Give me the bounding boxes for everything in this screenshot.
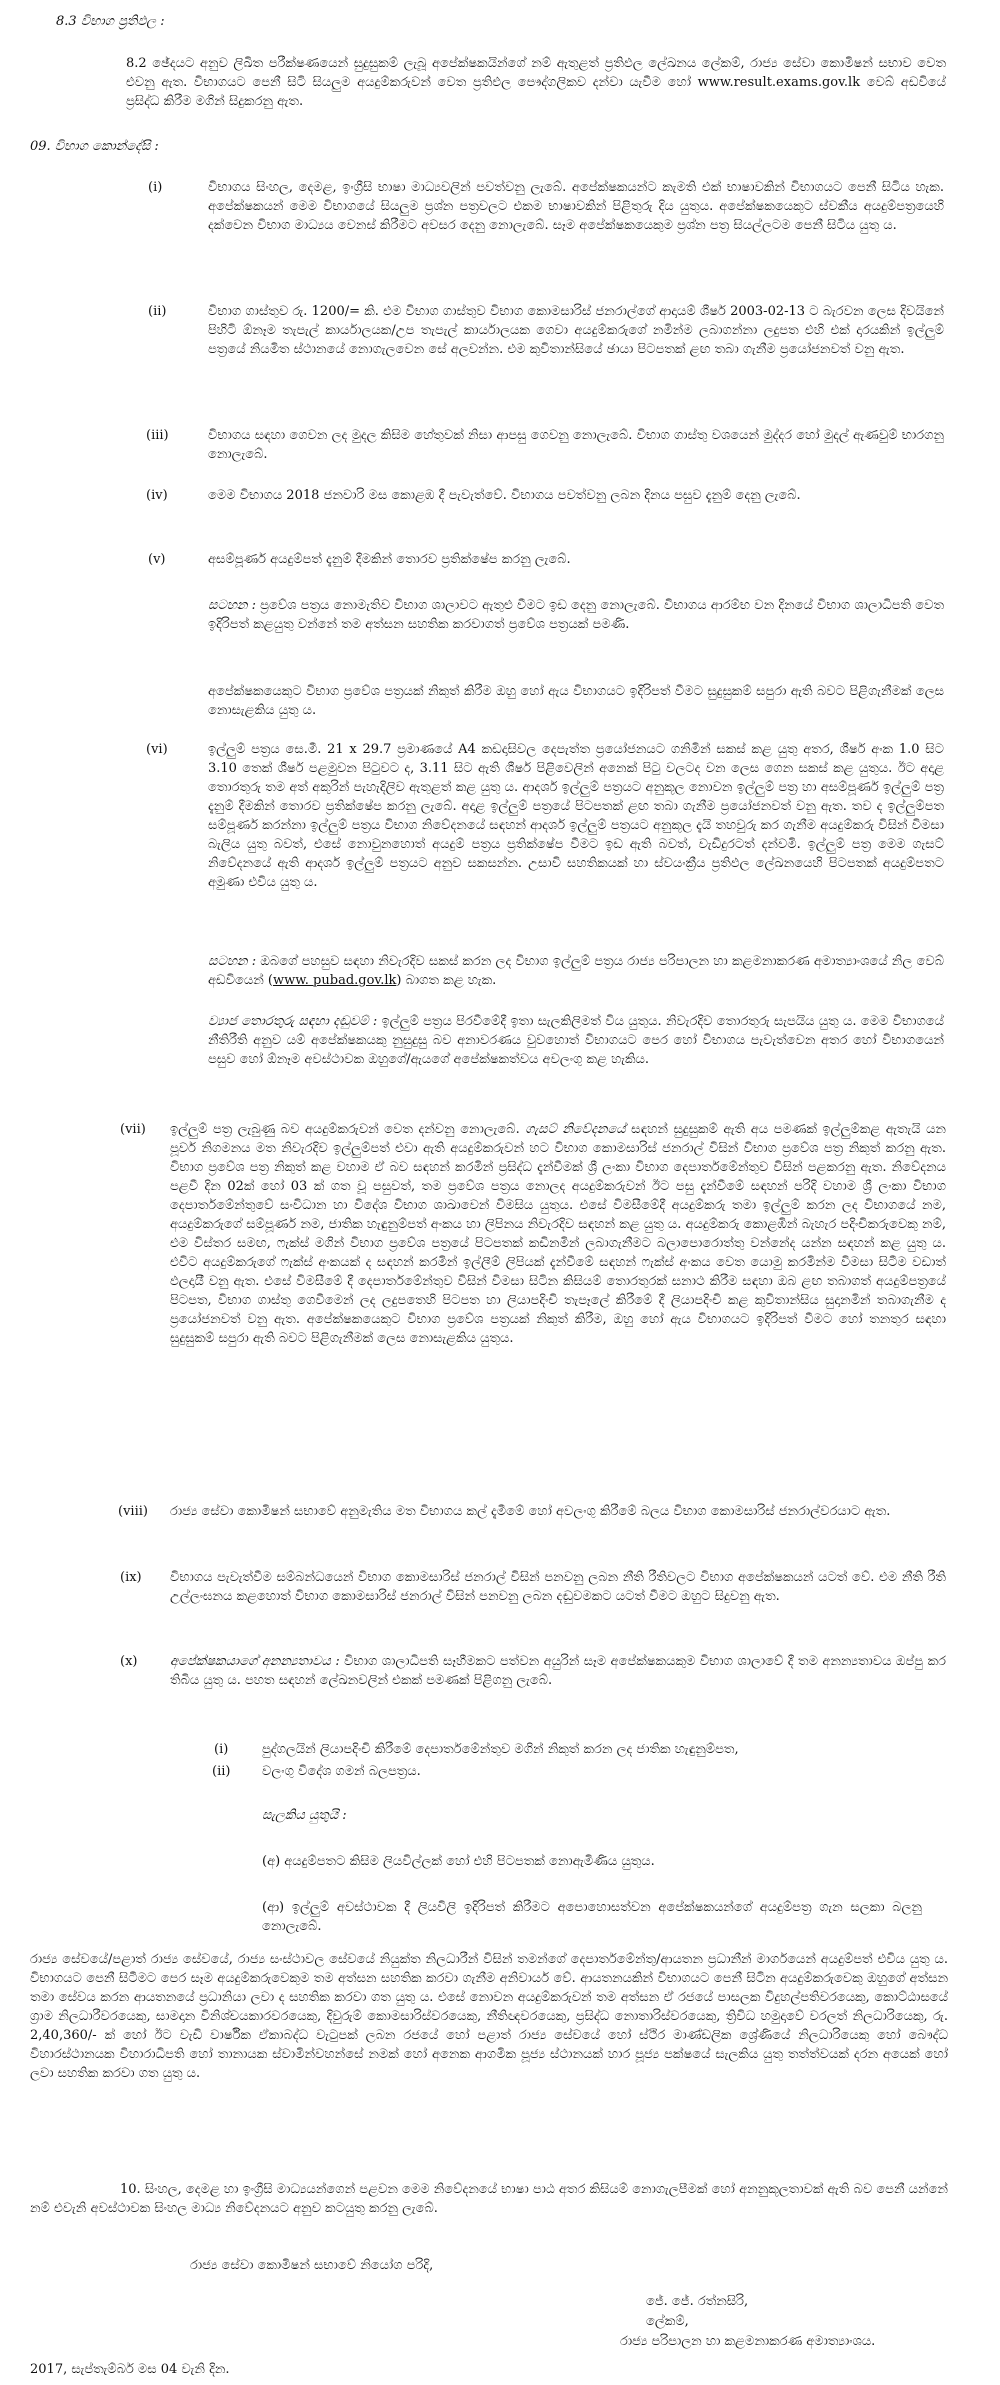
closing-date: 2017, සැප්තැම්බර් මස 04 වැනි දින. [30,2362,230,2377]
id-doc-1-text: පුද්ගලයින් ලියාපදිංචි කිරීමේ දෙපාර්තමේන්තුව මගින් නිකුත් කරන ලද ජාතික හැඳුනුම්පත, [262,1742,739,1757]
clause-ix-label: (ix) [120,1570,142,1585]
signatory-name: ජේ. ජේ. රත්නසිරි, [646,2294,749,2309]
clause-i-label: (i) [148,180,163,195]
note-body: ඔබගේ පහසුව සඳහා නිවැරදිව සකස් කරන ලද විභාග ඉල්ලුම් පත්‍රය රාජ්‍ය පරිපාලන හා කළමනාකරණ අමාත්‍යාංශයේ නිල වෙබ් අඩවියෙන් ( [208,954,944,988]
warning-body: ඉල්ලුම් පත්‍රය පිරවීමේදී ඉතා සැලකිලිමත් විය යුතුය. නිවැරදිව තොරතුරු සැපයිය යුතු ය. මෙම විභාගයේ නීතිරීති අනුව යම් අපේක්ෂකයකු නුසුදුසු බව අනාවරණය වුවහොත් විභාගයට පෙර හෝ විභාගය පැවැත්වෙන අතර හෝ විභාගයෙන් පසුව හෝ ඕනෑම අවස්ථාවක ඔහුගේ/ඇයගේ අපේක්ෂකත්වය අවලංගු කළ හැකිය. [208,1014,944,1067]
clause-vi-label: (vi) [146,742,168,757]
notice-heading: සැලකිය යුතුයි : [262,1808,347,1823]
clause-ix-text: විභාගය පැවැත්වීම සම්බන්ධයෙන් විභාග කොමසාරිස් ජනරාල් විසින් පනවනු ලබන නීති රීතිවලට විභාග අපේක්ෂකයන් යටත් වේ. එම නීති රීති උල්ලංඝනය කළහොත් විභාග කොමසාරිස් ජනරාල් විසින් පනවනු ලබන දඬුවමකට යටත් වීමට ඔහුට සිදුවනු ඇත. [170,1570,946,1604]
signatory-title: ලේකම්, [646,2314,689,2329]
id-doc-2-text: වලංගු විදේශ ගමන් බලපත්‍රය. [262,1764,421,1779]
clause-v-label: (v) [148,552,166,567]
clause-vi-note [208,952,944,990]
id-doc-1-label: (i) [214,1742,229,1757]
note-prefix: සටහන : [208,954,257,969]
identity-prefix: අපේක්ෂකයාගේ අනන්‍යතාවය : [170,1654,340,1669]
clause-iii-label: (iii) [146,428,169,443]
clause-v-note-2: අපේක්ෂකයෙකුට විභාග ප්‍රවේශ පත්‍රයක් නිකුත් කිරීම ඔහු හෝ ඇය විභාගයට ඉදිරිපත් වීමට සුදුසුකම් සපුරා ඇති බවට පිළිගැනීමක් ලෙස නොසැළකිය යුතු ය. [208,684,944,718]
clause-vi-text: ඉල්ලුම් පත්‍රය සෙ.මී. 21 x 29.7 ප්‍රමාණයේ A4 කඩදාසිවල දෙපැත්ත ප්‍රයෝජනයට ගනිමින් සකස් කළ යුතු අතර, ශීර්ෂ අංක 1.0 සිට 3.10 තෙක් ශීර්ෂ පළමුවන පිටුවට ද, 3.11 සිට ඇති ශීර්ෂ පිළිවෙලින් අනෙක් පිටු වලටද වන ලෙස ගෙන සකස් කළ යුතුය. ඊට අදාළ තොරතුරු තම අත් අකුරින් පැහැදිලිව ඇතුළත් කළ යුතු ය. ආදර්ශ ඉල්ලුම් පත්‍රයට අනුකූල නොවන ඉල්ලුම් පත්‍ර හා අසම්පූර්ණ ඉල්ලුම් පත්‍ර දැනුම් දීමකින් තොරව ප්‍රතික්ෂේප කරනු ලැබේ. අදාළ ඉල්ලුම් පත්‍රයේ පිටපතක් ළඟ තබා ගැනීම ප්‍රයෝජනවත් වනු ඇත. තව ද ඉල්ලුම්පත සම්පූර්ණ කරන්නා ඉල්ලුම් පත්‍රය විභාග නිවේදනයේ සඳහන් ආදර්ශ ඉල්ලුම් පත්‍රයට අනුකූල දැයි තහවුරු කර ගැනීම අයදුම්කරු විසින් විමසා බැලිය යුතු බවත්, එසේ නොවුනහොත් අයදුම් පත්‍රය ප්‍රතික්ෂේප වීමට ඉඩ ඇති බවත්, වැඩිදුරටත් දන්වමි. ඉල්ලුම් පත්‍ර මෙම ගැසට් නිවේදනයේ ඇති ආදර්ශ ඉල්ලුම් පත්‍රයට අනුව සකසන්න. උසාවි සහතිකයක් හා ස්වයංක්‍රීය ප්‍රතිඵල ලේඛනයෙහි පිටපතක් අයදුම්පතට අමුණා එවිය යුතු ය. [208,742,944,890]
clause-ii-text: විභාග ගාස්තුව රු. 1200/= කි. එම විභාග ගාස්තුව විභාග කොමසාරිස් ජනරාල්ගේ ආදායම් ශීර්ෂ 2003-02-13 ට බැරවන ලෙස දිවයිනේ පිහිටි ඕනෑම තැපැල් කාර්යාලයක/උප තැපැල් කාර්යාලයක ගෙවා අයදුම්කරුගේ නමින්ම ලබාගන්නා ලදුපත එහි එක් දාරයකින් ඉල්ලුම් පත්‍රයේ නියමිත ස්ථානයේ නොගැලවෙන සේ අලවන්න. එම කුවිතාන්සියේ ඡායා පිටපතක් ළඟ තබා ගැනීම ප්‍රයෝජනවත් වනු ඇත. [208,304,944,357]
clause-v-note [208,596,944,634]
clause-iii-text: විභාගය සඳහා ගෙවන ලද මුදල කිසිම හේතුවක් නිසා ආපසු ගෙවනු නොලැබේ. විභාග ගාස්තු වශයෙන් මුද්දර හෝ මුදල් ඇණවුම් භාරගනු නොලැබේ. [208,428,944,462]
section-8-3-heading: 8.3 විභාග ප්‍රතිඵල : [56,14,165,29]
clause-vii-body-b: සඳහන් සුදුසුකම් ඇති අය පමණක් ඉල්ලුම්කළ ඇතැයි යන පූර්ව නිගමනය මත නිවැරදිව ඉල්ලුම්පත් එවා ඇති අයදුම්කරුවන් හට විභාග කොමසාරිස් ජනරාල් විසින් විභාග ප්‍රවේශ පත්‍ර නිකුත් කරනු ඇත. විභාග ප්‍රවේශ පත්‍ර නිකුත් කළ වහාම ඒ බව සඳහන් කරමින් ප්‍රසිද්ධ දැන්වීමක් ශ්‍රී ලංකා විභාග දෙපාර්තමේන්තුව විසින් පළකරනු ඇත. නිවේදනය පළවී දින 02ක් හෝ 03 ක් ගත වූ පසුවත්, තම ප්‍රවේශ පත්‍රය නොලද අයදුම්කරුවන් ඊට පසු දැන්වීමේ සඳහන් පරිදි වහාම ශ්‍රී ලංකා විභාග දෙපාර්තමේන්තුවේ සංවිධාන හා විදේශ විභාග ශාඛාවෙන් විමසිය යුතුය. එසේ විමසීමේදී අයදුම්කරු තමා ඉල්ලුම් කරන ලද විභාගයේ නම, අයදුම්කරුගේ සම්පූර්ණ නම, ජාතික හැඳුනුම්පත් අංකය හා ලිපිනය නිවැරදිව සඳහන් කළ යුතු ය. අයදුම්කරු කොළඹින් බැහැර පදිංචිකරුවෙකු නම්, එම විස්තර සමඟ, ෆැක්ස් මගින් විභාග ප්‍රවේශ පත්‍රයේ පිටපතක් කඩිනමින් ලබාගැනීමට බලාපොරොත්තු වන්නේද යන්න සඳහන් කළ යුතු ය. එවිට අයදුම්කරුගේ ෆැක්ස් අංකයක් ද සඳහන් කරමින් ඉල්ලීම් ලිපියක් දැන්වීමේ සඳහන් ෆැක්ස් අංකය වෙත යොමු කරමින්ම විමසා සිටීම වඩාත් ඵලදායී වනු ඇත. එසේ විමසීමේ දී දෙපාර්තමේන්තුව විසින් විමසා සිටින කිසියම් තොරතුරක් සනාථ කිරීම සඳහා ඔබ ළඟ තබාගත් අයදුම්පත්‍රයේ පිටපත, විභාග ගාස්තු ගෙවීමෙන් ලද ලදුපතෙහි පිටපත හා ලියාපදිංචි තැපෑලේ කිරීමේ දී ලියාපදිංචි කළ කුවිතාන්සිය සුදානමින් තබාගැනීම ද ප්‍රයෝජනවත් වනු ඇත. අපේක්ෂකයෙකුට විභාග ප්‍රවේශ පත්‍රයක් නිකුත් කිරීම, ඔහු හෝ ඇය විභාගයට ඉදිරිපත් වීමට හෝ තනතුර සඳහා සුදුසුකම් සපුරා ඇති බවට පිළිගැනීමක් ලෙස නොසැළකිය යුතුය. [170,1122,946,1346]
certification-paragraph: රාජ්‍ය සේවයේ/පළාත් රාජ්‍ය සේවයේ, රාජ්‍ය සංස්ථාවල සේවයේ නියුක්ත නිලධාරීන් විසින් තමන්ගේ දෙපාර්තමේන්තු/ආයතන ප්‍රධානීන් මාර්ගයෙන් අයදුම්පත් එවිය යුතු ය. විභාගයට පෙනී සිටීමට පෙර සෑම අයදුම්කරුවෙකුම තම අත්සන සහතික කරවා ගැනීම අනිවාර්ය වේ. ආයතනයකින් විභාගයට පෙනී සිටින අයදුම්කරුවෙකු ඔහුගේ අත්සන තමා සේවය කරන ආයතනයේ ප්‍රධානියා ලවා ද සහතික කරවා ගත යුතු ය. එසේ නොවන අයදුම්කරුවන් තම අත්සන ඒ රජයේ පාසලක විදුහල්පතිවරයෙකු, කොට්ඨාසයේ ග්‍රාම නිලධාරීවරයෙකු, සාමදාන විනිශ්චයකාරවරයෙකු, දිවුරුම් කොමසාරිස්වරයෙකු, නීතිඥවරයෙකු, ප්‍රසිද්ධ නොතාරිස්වරයෙකු, ත්‍රිවිධ හමුදාවේ වරලත් නිලධාරියෙකු, රු. 2,40,360/- ක් හෝ ඊට වැඩි වාර්ෂික ඒකාබද්ධ වැටුපක් ලබන රජයේ හෝ පළාත් රාජ්‍ය සේවයේ හෝ ස්ථිර මාණ්ඩලික ශ්‍රේණියේ නිලධාරියෙකු හෝ බෞද්ධ විහාරස්ථානයක විහාරාධිපති හෝ තානායක ස්වාමින්වහන්සේ නමක් හෝ අනෙක ආගමික පූජ්‍ය ස්ථානයක් හාර පූජ්‍ය පක්ෂයේ සැලකිය යුතු තත්ත්වයක් දරන අයෙක් හෝ ලවා සහතික කරවා ගත යුතු ය. [30,1952,948,2081]
clause-vii-label: (vii) [120,1122,146,1137]
note-prefix: සටහන : [208,598,257,613]
closing-order: රාජ්‍ය සේවා කොමිෂන් සභාවේ නියෝග පරිදි, [190,2258,434,2273]
section-10-text: 10. සිංහල, දෙමළ හා ඉංග්‍රීසි මාධ්‍යයන්ගෙන් පළවන මෙම නිවේදනයේ භාෂා පාඨ අතර කිසියම් නොගැලපීමක් හෝ අනනුකූලතාවක් ඇති බව පෙනී යන්නේ නම් එවැනි අවස්ථාවක සිංහල මාධ්‍ය නිවේදනයට අනුව කටයුතු කරනු ලැබේ. [30,2182,948,2216]
signatory-ministry: රාජ්‍ය පරිපාලන හා කළමනාකරණ අමාත්‍යාංශය. [620,2334,876,2349]
clause-x-text [170,1652,946,1690]
notice-a: (අ) අයදුම්පතට කිසිම ලියවිල්ලක් හෝ එහි පිටපතක් නොඇමිණිය යුතුය. [262,1854,655,1869]
clause-x-label: (x) [120,1654,138,1669]
clause-viii-label: (viii) [118,1504,148,1519]
clause-iv-label: (iv) [146,488,168,503]
clause-ii-label: (ii) [148,304,167,319]
notice-aa: (ආ) ඉල්ලුම් අවස්ථාවක දී ලියවිලි ඉදිරිපත් කිරීමට අපොහොසත්වන අපේක්ෂකයන්ගේ අයදුම්පත්‍ර ගැන සලකා බලනු නොලැබේ. [262,1900,922,1934]
warning-prefix: ව්‍යාජ තොරතුරු සඳහා දඬුවම් : [208,1014,378,1029]
note-body: ප්‍රවේශ පත්‍රය නොමැතිව විභාග ශාලාවට ඇතුළු වීමට ඉඩ දෙනු නොලැබේ. විභාගය ආරම්භ වන දිනයේ විභාග ශාලාධිපති වෙත ඉදිරිපත් කළයුතු වන්නේ තම අත්සන සහතික කරවාගත් ප්‍රවේශ පත්‍රයක් පමණි. [208,598,944,632]
note-body-end: ) බාගත කළ හැක. [396,973,497,988]
clause-viii-text: රාජ්‍ය සේවා කොමිෂන් සභාවේ අනුමැතිය මත විභාගය කල් දැමීමේ හෝ අවලංගු කිරීමේ බලය විභාග කොමසාරිස් ජනරාල්වරයාට ඇත. [170,1504,891,1519]
clause-v-text: අසම්පූර්ණ අයදුම්පත් දැනුම් දීමකින් තොරව ප්‍රතික්ෂේප කරනු ලැබේ. [208,552,571,567]
clause-i-text: විභාගය සිංහල, දෙමළ, ඉංග්‍රීසි භාෂා මාධ්‍යවලින් පවත්වනු ලැබේ. අපේක්ෂකයන්ට කැමති එක් භාෂාවකින් විභාගයට පෙනී සිටිය හැක. අපේක්ෂකයන් මෙම විභාගයේ සියලුම ප්‍රශ්න පත්‍රවලට එකම භාෂාවකින් පිළිතුරු දිය යුතුය. අපේක්ෂකයෙකුට ස්වකීය අයදුම්පත්‍රයෙහි දක්වෙන විභාග මාධ්‍යය වෙනස් කිරීමට අවසර දෙනු නොලැබේ. සෑම අපේක්ෂකයෙකුම ප්‍රශ්න පත්‍ර සියල්ලටම පෙනී සිටිය යුතු ය. [208,180,944,233]
section-8-3-text: 8.2 ඡේදයට අනුව ලිඛිත පරීක්ෂණයෙන් සුදුසුකම් ලැබූ අපේක්ෂකයින්ගේ නම් ඇතුළත් ප්‍රතිඵල ලේඛනය ලේකම්, රාජ්‍ය සේවා කොමිෂන් සභාව වෙත එවනු ඇත. විභාගයට පෙනී සිටි සියලුම අයදුම්කරුවන් වෙත ප්‍රතිඵල පෞද්ගලිකව දන්වා යැවීම හෝ www.result.exams.gov.lk වෙබ් අඩවියේ ප්‍රසිද්ධ කිරීම මගින් සිදුකරනු ඇත. [126,56,946,109]
pubad-link[interactable]: www. pubad.gov.lk [272,973,397,988]
clause-vi-warning [208,1012,944,1069]
clause-vii-text [170,1120,946,1348]
clause-iv-text: මෙම විභාගය 2018 ජනවාරි මස කොළඹ දී පැවැත්වේ. විභාගය පවත්වනු ලබන දිනය පසුව දැනුම් දෙනු ලැබේ. [208,488,801,503]
gazette-term: ගැසට් නිවේදනයේ [525,1122,626,1137]
id-doc-2-label: (ii) [212,1764,231,1779]
section-09-heading: 09. විභාග කොන්දේසි : [30,139,159,154]
identity-body: විභාග ශාලාධිපති සෑහීමකට පත්වන අයුරින් සෑම අපේක්ෂකයකුම විභාග ශාලාවේ දී තම අනන්‍යතාවය ඔප්පු කර තිබිය යුතු ය. පහත සඳහන් ලේඛනවලින් එකක් පමණක් පිළිගනු ලැබේ. [170,1654,946,1688]
clause-vii-body-a: ඉල්ලුම් පත්‍ර ලැබුණු බව අයදුම්කරුවන් වෙත දන්වනු නොලැබේ. [170,1122,526,1137]
